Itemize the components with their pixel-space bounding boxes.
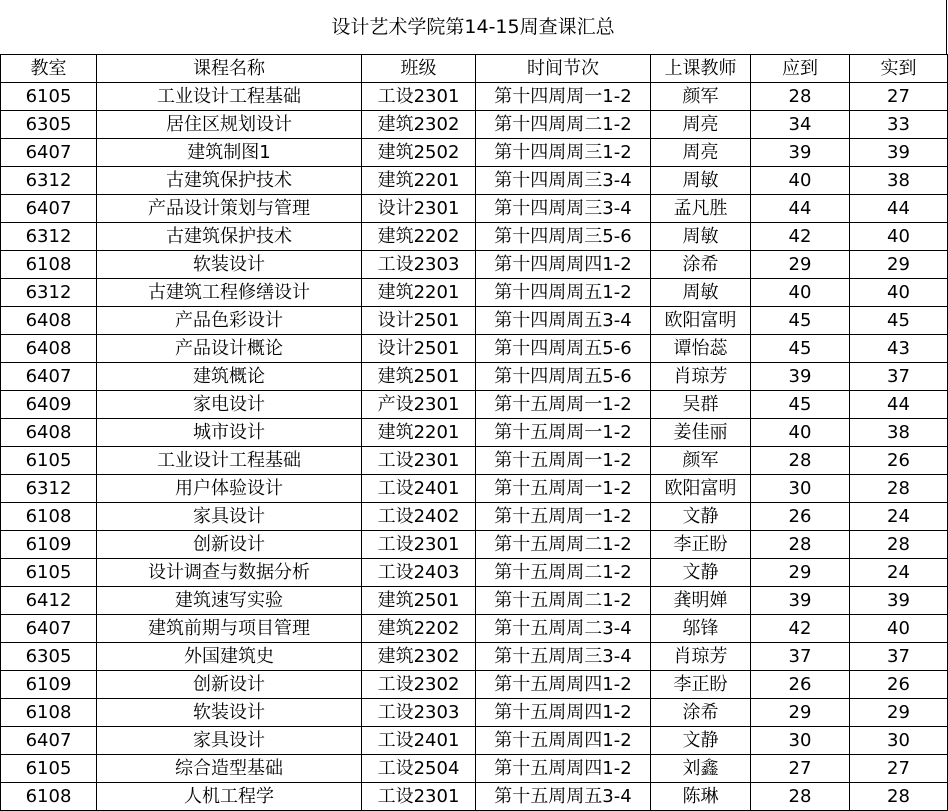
table-row [1, 727, 948, 755]
cell-actual[interactable]: 30 [850, 727, 948, 755]
cell-course-name[interactable]: 工业设计工程基础 [97, 83, 362, 111]
cell-classroom[interactable]: 6108 [1, 503, 97, 531]
cell-teacher[interactable]: 肖琼芳 [651, 363, 751, 391]
table-row [1, 139, 948, 167]
cell-course-name[interactable]: 创新设计 [97, 671, 362, 699]
table-row [1, 251, 948, 279]
cell-actual[interactable]: 39 [850, 587, 948, 615]
cell-expected[interactable]: 30 [751, 727, 850, 755]
cell-course-name[interactable]: 古建筑工程修缮设计 [97, 279, 362, 307]
cell-class[interactable]: 工设2504 [362, 755, 476, 783]
header-actual: 实到 [850, 55, 948, 83]
cell-class[interactable]: 建筑2502 [362, 139, 476, 167]
cell-expected[interactable]: 26 [751, 671, 850, 699]
cell-time-slot[interactable]: 第十四周周五5-6 [476, 335, 651, 363]
cell-time-slot[interactable]: 第十四周周五3-4 [476, 307, 651, 335]
cell-classroom[interactable]: 6305 [1, 111, 97, 139]
cell-actual[interactable]: 38 [850, 419, 948, 447]
cell-class[interactable]: 建筑2501 [362, 587, 476, 615]
cell-actual[interactable]: 39 [850, 139, 948, 167]
table-row [1, 195, 948, 223]
cell-classroom[interactable]: 6407 [1, 195, 97, 223]
cell-expected[interactable]: 40 [751, 419, 850, 447]
cell-expected[interactable]: 30 [751, 475, 850, 503]
cell-actual[interactable]: 44 [850, 391, 948, 419]
table-row [1, 531, 948, 559]
cell-expected[interactable]: 44 [751, 195, 850, 223]
cell-actual[interactable]: 26 [850, 447, 948, 475]
cell-time-slot[interactable]: 第十五周周四1-2 [476, 727, 651, 755]
cell-teacher[interactable]: 孟凡胜 [651, 195, 751, 223]
cell-course-name[interactable]: 家电设计 [97, 391, 362, 419]
cell-classroom[interactable]: 6109 [1, 671, 97, 699]
cell-time-slot[interactable]: 第十五周周一1-2 [476, 475, 651, 503]
cell-classroom[interactable]: 6412 [1, 587, 97, 615]
table-row [1, 83, 948, 111]
cell-class[interactable]: 建筑2202 [362, 223, 476, 251]
table-row [1, 503, 948, 531]
cell-actual[interactable]: 27 [850, 83, 948, 111]
cell-actual[interactable]: 33 [850, 111, 948, 139]
cell-actual[interactable]: 24 [850, 559, 948, 587]
cell-actual[interactable]: 37 [850, 643, 948, 671]
cell-expected[interactable]: 28 [751, 531, 850, 559]
cell-actual[interactable]: 40 [850, 615, 948, 643]
cell-classroom[interactable]: 6105 [1, 447, 97, 475]
table-row [1, 335, 948, 363]
cell-expected[interactable]: 42 [751, 615, 850, 643]
cell-course-name[interactable]: 建筑制图1 [97, 139, 362, 167]
cell-course-name[interactable]: 软装设计 [97, 699, 362, 727]
cell-course-name[interactable]: 古建筑保护技术 [97, 223, 362, 251]
cell-classroom[interactable]: 6407 [1, 615, 97, 643]
cell-class[interactable]: 建筑2302 [362, 111, 476, 139]
cell-class[interactable]: 设计2501 [362, 307, 476, 335]
cell-time-slot[interactable]: 第十五周周五3-4 [476, 783, 651, 811]
cell-time-slot[interactable]: 第十五周周二1-2 [476, 587, 651, 615]
cell-course-name[interactable]: 工业设计工程基础 [97, 447, 362, 475]
cell-expected[interactable]: 28 [751, 447, 850, 475]
cell-expected[interactable]: 40 [751, 279, 850, 307]
cell-actual[interactable]: 29 [850, 699, 948, 727]
cell-classroom[interactable]: 6407 [1, 727, 97, 755]
cell-time-slot[interactable]: 第十四周周三1-2 [476, 139, 651, 167]
cell-classroom[interactable]: 6108 [1, 699, 97, 727]
cell-expected[interactable]: 40 [751, 167, 850, 195]
cell-classroom[interactable]: 6109 [1, 531, 97, 559]
cell-expected[interactable]: 27 [751, 755, 850, 783]
cell-teacher[interactable]: 涂希 [651, 699, 751, 727]
header-time-slot: 时间节次 [476, 55, 651, 83]
cell-expected[interactable]: 28 [751, 83, 850, 111]
cell-classroom[interactable]: 6312 [1, 279, 97, 307]
cell-course-name[interactable]: 城市设计 [97, 419, 362, 447]
table-row [1, 699, 948, 727]
cell-actual[interactable]: 24 [850, 503, 948, 531]
table-row [1, 167, 948, 195]
cell-teacher[interactable]: 周敏 [651, 167, 751, 195]
cell-actual[interactable]: 40 [850, 279, 948, 307]
cell-time-slot[interactable]: 第十四周周二1-2 [476, 111, 651, 139]
cell-time-slot[interactable]: 第十四周周三3-4 [476, 195, 651, 223]
header-expected: 应到 [751, 55, 850, 83]
cell-expected[interactable]: 42 [751, 223, 850, 251]
cell-class[interactable]: 设计2501 [362, 335, 476, 363]
cell-expected[interactable]: 28 [751, 783, 850, 811]
cell-course-name[interactable]: 古建筑保护技术 [97, 167, 362, 195]
cell-time-slot[interactable]: 第十五周周二1-2 [476, 531, 651, 559]
cell-class[interactable]: 建筑2302 [362, 643, 476, 671]
header-course-name: 课程名称 [97, 55, 362, 83]
cell-teacher[interactable]: 陈琳 [651, 783, 751, 811]
cell-teacher[interactable]: 颜军 [651, 83, 751, 111]
table-row [1, 307, 948, 335]
table-row [1, 671, 948, 699]
header-teacher: 上课教师 [651, 55, 751, 83]
cell-actual[interactable]: 44 [850, 195, 948, 223]
cell-actual[interactable]: 27 [850, 755, 948, 783]
cell-time-slot[interactable]: 第十五周周四1-2 [476, 671, 651, 699]
cell-teacher[interactable]: 刘鑫 [651, 755, 751, 783]
cell-class[interactable]: 工设2402 [362, 503, 476, 531]
cell-expected[interactable]: 39 [751, 139, 850, 167]
cell-class[interactable]: 设计2301 [362, 195, 476, 223]
cell-class[interactable]: 产设2301 [362, 391, 476, 419]
cell-course-name[interactable]: 综合造型基础 [97, 755, 362, 783]
cell-teacher[interactable]: 李正盼 [651, 671, 751, 699]
cell-expected[interactable]: 34 [751, 111, 850, 139]
table-row [1, 643, 948, 671]
cell-teacher[interactable]: 邬锋 [651, 615, 751, 643]
cell-expected[interactable]: 45 [751, 391, 850, 419]
cell-class[interactable]: 工设2302 [362, 671, 476, 699]
cell-time-slot[interactable]: 第十五周周二3-4 [476, 615, 651, 643]
cell-classroom[interactable]: 6108 [1, 251, 97, 279]
header-classroom: 教室 [1, 55, 97, 83]
cell-teacher[interactable]: 龚明婵 [651, 587, 751, 615]
header-class: 班级 [362, 55, 476, 83]
cell-class[interactable]: 工设2403 [362, 559, 476, 587]
cell-classroom[interactable]: 6105 [1, 755, 97, 783]
cell-class[interactable]: 建筑2202 [362, 615, 476, 643]
inspection-table [0, 54, 948, 811]
cell-class[interactable]: 建筑2201 [362, 419, 476, 447]
cell-teacher[interactable]: 文静 [651, 727, 751, 755]
cell-course-name[interactable]: 用户体验设计 [97, 475, 362, 503]
cell-course-name[interactable]: 家具设计 [97, 503, 362, 531]
cell-expected[interactable]: 29 [751, 559, 850, 587]
cell-teacher[interactable]: 肖琼芳 [651, 643, 751, 671]
table-row [1, 419, 948, 447]
cell-time-slot[interactable]: 第十四周周三5-6 [476, 223, 651, 251]
sheet-title: 设计艺术学院第14-15周查课汇总 [0, 0, 947, 54]
cell-actual[interactable]: 40 [850, 223, 948, 251]
cell-teacher[interactable]: 涂希 [651, 251, 751, 279]
cell-class[interactable]: 工设2303 [362, 699, 476, 727]
cell-teacher[interactable]: 文静 [651, 559, 751, 587]
cell-teacher[interactable]: 文静 [651, 503, 751, 531]
cell-classroom[interactable]: 6312 [1, 475, 97, 503]
cell-teacher[interactable]: 周敏 [651, 279, 751, 307]
table-row [1, 111, 948, 139]
cell-time-slot[interactable]: 第十五周周三3-4 [476, 643, 651, 671]
cell-time-slot[interactable]: 第十五周周一1-2 [476, 391, 651, 419]
cell-classroom[interactable]: 6105 [1, 83, 97, 111]
cell-classroom[interactable]: 6105 [1, 559, 97, 587]
cell-teacher[interactable]: 颜军 [651, 447, 751, 475]
cell-course-name[interactable]: 创新设计 [97, 531, 362, 559]
cell-classroom[interactable]: 6312 [1, 167, 97, 195]
cell-time-slot[interactable]: 第十五周周四1-2 [476, 755, 651, 783]
cell-classroom[interactable]: 6407 [1, 363, 97, 391]
cell-class[interactable]: 工设2301 [362, 83, 476, 111]
table-row [1, 279, 948, 307]
table-row [1, 363, 948, 391]
cell-expected[interactable]: 39 [751, 587, 850, 615]
cell-actual[interactable]: 37 [850, 363, 948, 391]
cell-course-name[interactable]: 家具设计 [97, 727, 362, 755]
cell-teacher[interactable]: 周敏 [651, 223, 751, 251]
cell-classroom[interactable]: 6409 [1, 391, 97, 419]
cell-class[interactable]: 工设2301 [362, 531, 476, 559]
table-row [1, 587, 948, 615]
cell-expected[interactable]: 26 [751, 503, 850, 531]
table-row [1, 783, 948, 811]
cell-class[interactable]: 工设2401 [362, 727, 476, 755]
cell-classroom[interactable]: 6408 [1, 307, 97, 335]
table-row [1, 447, 948, 475]
cell-expected[interactable]: 45 [751, 335, 850, 363]
cell-teacher[interactable]: 姜佳丽 [651, 419, 751, 447]
cell-time-slot[interactable]: 第十四周周四1-2 [476, 251, 651, 279]
cell-actual[interactable]: 29 [850, 251, 948, 279]
cell-classroom[interactable]: 6305 [1, 643, 97, 671]
cell-course-name[interactable]: 人机工程学 [97, 783, 362, 811]
cell-teacher[interactable]: 李正盼 [651, 531, 751, 559]
cell-time-slot[interactable]: 第十五周周二1-2 [476, 559, 651, 587]
cell-time-slot[interactable]: 第十五周周一1-2 [476, 503, 651, 531]
cell-actual[interactable]: 43 [850, 335, 948, 363]
cell-teacher[interactable]: 欧阳富明 [651, 475, 751, 503]
cell-time-slot[interactable]: 第十四周周一1-2 [476, 83, 651, 111]
cell-course-name[interactable]: 建筑速写实验 [97, 587, 362, 615]
table-row [1, 475, 948, 503]
cell-course-name[interactable]: 产品设计概论 [97, 335, 362, 363]
cell-class[interactable]: 工设2301 [362, 783, 476, 811]
cell-class[interactable]: 建筑2501 [362, 363, 476, 391]
cell-classroom[interactable]: 6407 [1, 139, 97, 167]
cell-expected[interactable]: 29 [751, 251, 850, 279]
table-row [1, 391, 948, 419]
cell-class[interactable]: 建筑2201 [362, 167, 476, 195]
cell-course-name[interactable]: 外国建筑史 [97, 643, 362, 671]
table-row [1, 615, 948, 643]
cell-actual[interactable]: 26 [850, 671, 948, 699]
cell-course-name[interactable]: 建筑前期与项目管理 [97, 615, 362, 643]
cell-actual[interactable]: 38 [850, 167, 948, 195]
cell-course-name[interactable]: 软装设计 [97, 251, 362, 279]
cell-expected[interactable]: 37 [751, 643, 850, 671]
cell-teacher[interactable]: 欧阳富明 [651, 307, 751, 335]
cell-teacher[interactable]: 吴群 [651, 391, 751, 419]
cell-time-slot[interactable]: 第十五周周一1-2 [476, 419, 651, 447]
table-body [1, 83, 948, 811]
cell-expected[interactable]: 39 [751, 363, 850, 391]
cell-time-slot[interactable]: 第十五周周四1-2 [476, 699, 651, 727]
cell-class[interactable]: 工设2301 [362, 447, 476, 475]
cell-teacher[interactable]: 周亮 [651, 111, 751, 139]
cell-classroom[interactable]: 6408 [1, 335, 97, 363]
cell-time-slot[interactable]: 第十五周周一1-2 [476, 447, 651, 475]
cell-time-slot[interactable]: 第十四周周五1-2 [476, 279, 651, 307]
cell-actual[interactable]: 28 [850, 531, 948, 559]
cell-teacher[interactable]: 周亮 [651, 139, 751, 167]
cell-actual[interactable]: 28 [850, 783, 948, 811]
cell-course-name[interactable]: 产品色彩设计 [97, 307, 362, 335]
table-row [1, 755, 948, 783]
cell-classroom[interactable]: 6312 [1, 223, 97, 251]
cell-time-slot[interactable]: 第十四周周三3-4 [476, 167, 651, 195]
cell-expected[interactable]: 29 [751, 699, 850, 727]
cell-actual[interactable]: 28 [850, 475, 948, 503]
cell-classroom[interactable]: 6108 [1, 783, 97, 811]
cell-time-slot[interactable]: 第十四周周五5-6 [476, 363, 651, 391]
cell-actual[interactable]: 45 [850, 307, 948, 335]
cell-teacher[interactable]: 谭怡蕊 [651, 335, 751, 363]
cell-class[interactable]: 工设2401 [362, 475, 476, 503]
cell-class[interactable]: 建筑2201 [362, 279, 476, 307]
header-row [1, 55, 948, 83]
cell-course-name[interactable]: 居住区规划设计 [97, 111, 362, 139]
cell-course-name[interactable]: 建筑概论 [97, 363, 362, 391]
table-row [1, 223, 948, 251]
cell-course-name[interactable]: 产品设计策划与管理 [97, 195, 362, 223]
cell-expected[interactable]: 45 [751, 307, 850, 335]
cell-class[interactable]: 工设2303 [362, 251, 476, 279]
cell-course-name[interactable]: 设计调查与数据分析 [97, 559, 362, 587]
table-row [1, 559, 948, 587]
cell-classroom[interactable]: 6408 [1, 419, 97, 447]
